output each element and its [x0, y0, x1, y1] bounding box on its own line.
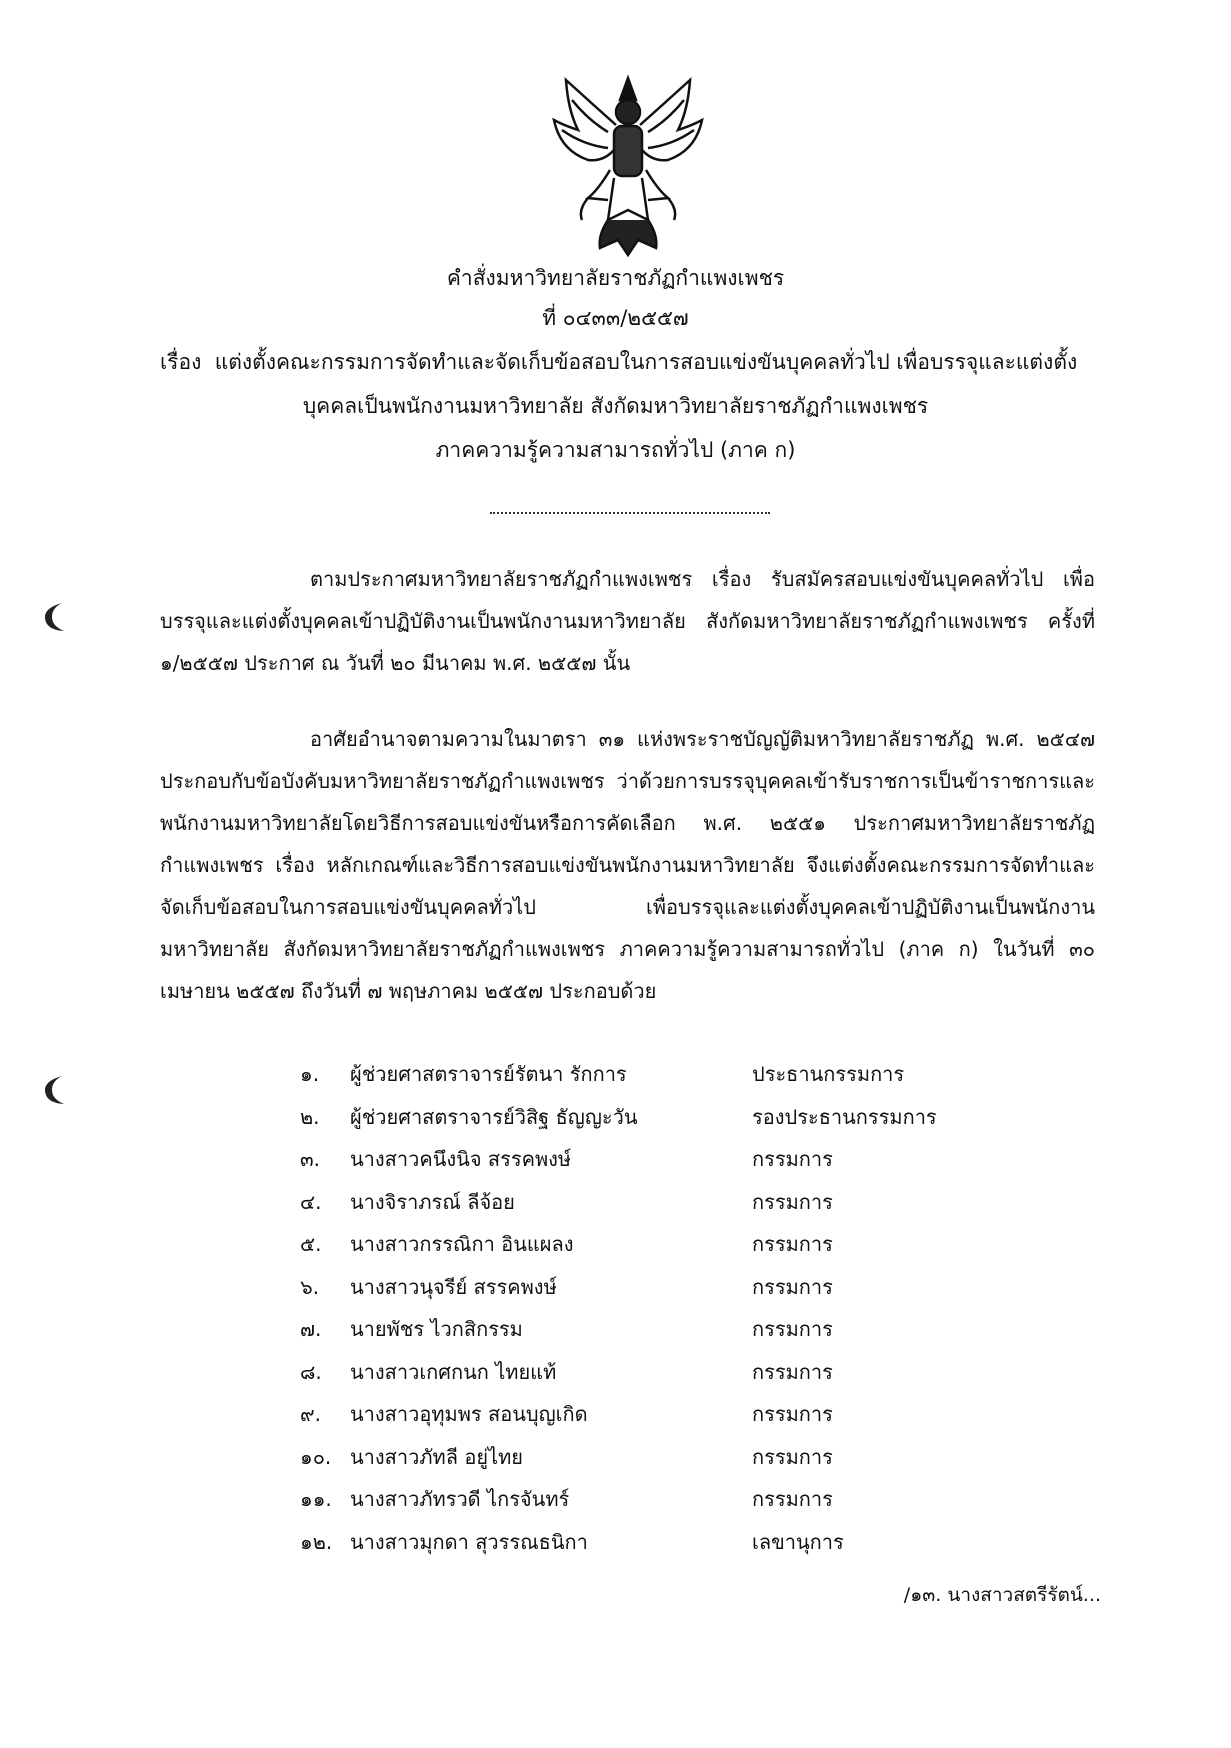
paragraph-2 [160, 718, 1095, 1012]
order-title: คำสั่งมหาวิทยาลัยราชภัฏกำแพงเพชร [446, 266, 785, 290]
punch-hole-mark-icon [40, 1073, 68, 1107]
subject-line-3: ภาคความรู้ความสามารถทั่วไป (ภาค ก) [435, 438, 796, 462]
paragraph-1 [160, 558, 1095, 684]
member-role: กรรมการ [752, 1487, 833, 1511]
member-role: กรรมการ [752, 1359, 833, 1384]
member-name: ผู้ช่วยศาสตราจารย์วิสิฐ ธัญญะวัน [350, 1104, 638, 1129]
member-number: ๓. [300, 1147, 321, 1171]
member-row [300, 1186, 1000, 1226]
member-row [300, 1271, 1000, 1311]
member-number: ๔. [300, 1189, 322, 1214]
paragraph-1-text: ตามประกาศมหาวิทยาลัยราชภัฏกำแพงเพชร เรื่อง รับสมัครสอบแข่งขันบุคคลทั่วไป เพื่อบรรจุและแต่งตั้งบุคคลเข้าปฏิบัติงานเป็นพนักงานมหาวิทยาลัย สังกัดมหาวิทยาลัยราชภัฏกำแพงเพชร ครั้งที่ ๑/๒๕๕๗ ประกาศ ณ วันที่ ๒๐ มีนาคม พ.ศ. ๒๕๕๗ นั้น [160, 567, 1095, 675]
member-role: เลขานุการ [752, 1529, 844, 1554]
dotted-separator [490, 512, 770, 514]
member-name: นางสาวกรรณิกา อินแผลง [350, 1232, 574, 1256]
member-number: ๗. [300, 1317, 322, 1341]
member-row [300, 1483, 1000, 1523]
member-role: กรรมการ [752, 1317, 833, 1341]
member-name: นางสาวเกศกนก ไทยแท้ [350, 1359, 557, 1384]
member-role: รองประธานกรรมการ [752, 1104, 937, 1129]
member-role: กรรมการ [752, 1232, 833, 1256]
member-number: ๑๐. [300, 1444, 332, 1469]
member-name: นางสาวนุจรีย์ สรรคพงษ์ [350, 1274, 557, 1299]
member-number: ๒. [300, 1104, 320, 1129]
order-number: ที่ ๐๔๓๓/๒๕๕๗ [542, 306, 689, 330]
member-row [300, 1356, 1000, 1396]
subject-label: เรื่อง [160, 350, 202, 374]
member-name: นางสาวภัทรวดี ไกรจันทร์ [350, 1487, 570, 1511]
member-name: นางจิราภรณ์ ลีจ้อย [350, 1189, 515, 1214]
member-name: นายพัชร ไวกสิกรรม [350, 1317, 523, 1341]
subject-line-1 [160, 346, 1110, 379]
member-number: ๕. [300, 1232, 322, 1256]
member-row [300, 1441, 1000, 1481]
member-role: กรรมการ [752, 1189, 833, 1214]
subject-text-1: แต่งตั้งคณะกรรมการจัดทำและจัดเก็บข้อสอบในการสอบแข่งขันบุคคลทั่วไป เพื่อบรรจุและแต่งตั้ง [214, 350, 1078, 374]
member-role: กรรมการ [752, 1147, 833, 1171]
garuda-emblem-icon [548, 70, 708, 260]
member-number: ๑๒. [300, 1529, 333, 1554]
member-row [300, 1313, 1000, 1353]
member-number: ๙. [300, 1402, 322, 1426]
continuation-note: /๑๓. นางสาวสตรีรัตน์... [903, 1584, 1101, 1606]
member-name: นางสาวมุกดา สุวรรณธนิกา [350, 1529, 588, 1554]
member-row [300, 1398, 1000, 1438]
member-name: ผู้ช่วยศาสตราจารย์รัตนา รักการ [350, 1062, 627, 1086]
member-number: ๘. [300, 1359, 322, 1384]
member-name: นางสาวภัทลี อยู่ไทย [350, 1444, 524, 1469]
member-row [300, 1526, 1000, 1566]
paragraph-2-text: อาศัยอำนาจตามความในมาตรา ๓๑ แห่งพระราชบัญญัติมหาวิทยาลัยราชภัฏ พ.ศ. ๒๕๔๗ ประกอบกับข้อบังคับมหาวิทยาลัยราชภัฏกำแพงเพชร ว่าด้วยการบรรจุบุคคลเข้ารับราชการเป็นข้าราชการและพนักงานมหาวิทยาลัยโดยวิธีการสอบแข่งขันหรือการคัดเลือก พ.ศ. ๒๕๕๑ ประกาศมหาวิทยาลัยราชภัฏกำแพงเพชร เรื่อง หลักเกณฑ์และวิธีการสอบแข่งขันพนักงานมหาวิทยาลัย จึงแต่งตั้งคณะกรรมการจัดทำและจัดเก็บข้อสอบในการสอบแข่งขันบุคคลทั่วไป เพื่อบรรจุและแต่งตั้งบุคคลเข้าปฏิบัติงานเป็นพนักงานมหาวิทยาลัย สังกัดมหาวิทยาลัยราชภัฏกำแพงเพชร ภาคความรู้ความสามารถทั่วไป (ภาค ก) ในวันที่ ๓๐ เมษายน ๒๕๕๗ ถึงวันที่ ๗ พฤษภาคม ๒๕๕๗ ประกอบด้วย [160, 727, 1095, 1003]
member-number: ๖. [300, 1274, 320, 1299]
subject-line-2: บุคคลเป็นพนักงานมหาวิทยาลัย สังกัดมหาวิทยาลัยราชภัฏกำแพงเพชร [302, 394, 929, 418]
member-role: ประธานกรรมการ [752, 1062, 905, 1086]
member-role: กรรมการ [752, 1444, 833, 1469]
member-number: ๑. [300, 1062, 320, 1086]
member-number: ๑๑. [300, 1487, 332, 1511]
member-name: นางสาวคนึงนิจ สรรคพงษ์ [350, 1147, 572, 1171]
member-row [300, 1228, 1000, 1268]
member-role: กรรมการ [752, 1402, 833, 1426]
punch-hole-mark-icon [40, 600, 68, 634]
member-row [300, 1143, 1000, 1183]
member-row [300, 1101, 1000, 1141]
member-name: นางสาวอุทุมพร สอนบุญเกิด [350, 1402, 588, 1426]
member-row [300, 1058, 1000, 1098]
member-role: กรรมการ [752, 1274, 833, 1299]
